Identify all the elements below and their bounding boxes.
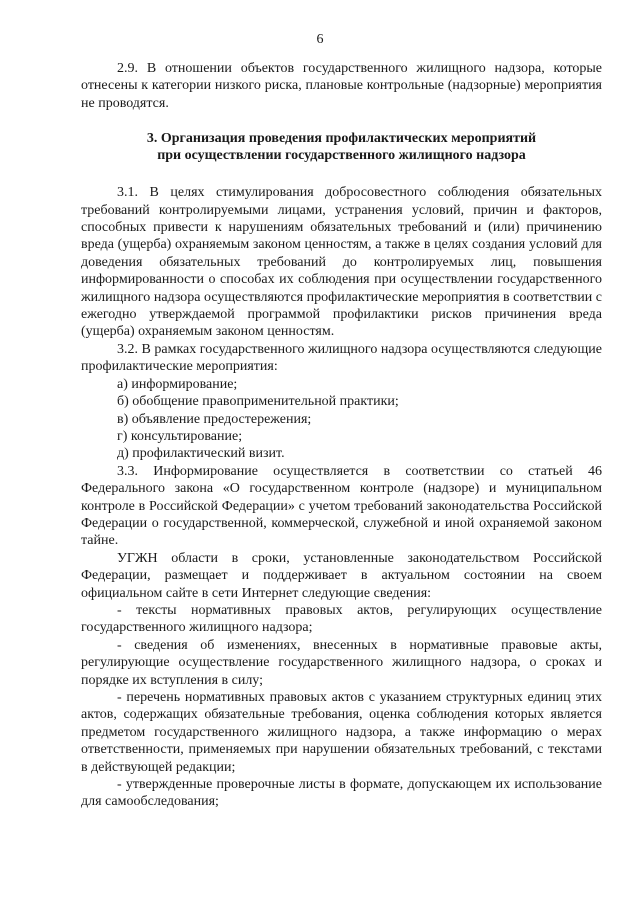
- page-number: 6: [316, 32, 324, 47]
- section-heading-line1: 3. Организация проведения профилактических мероприятий: [146, 131, 537, 147]
- paragraph-2-9: 2.9. В отношении объектов государственного жилищного надзора, которые отнесены к категории низкого риска, плановые контрольные (надзорные) мероприятия не проводятся.: [81, 61, 602, 111]
- document-body: [81, 60, 602, 811]
- dash-list-item: - сведения об изменениях, внесенных в нормативные правовые акты, регулирующие осуществление государственного жилищного надзора, о сроках и порядке их вступления в силу;: [81, 637, 602, 688]
- list-item: а) информирование;: [117, 376, 238, 392]
- dash-list-item: - перечень нормативных правовых актов с указанием структурных единиц этих актов, содержащих обязательные требования, оценка соблюдения которых является предметом государственного жилищного надзора, а также информацию о мерах ответственности, применяемых при нарушении обязательных требований, с текстами в действующей редакции;: [81, 690, 602, 775]
- paragraph-3-1: 3.1. В целях стимулирования добросовестного соблюдения обязательных требований контролируемыми лицами, устранения условий, причин и факторов, способных привести к нарушениям обязательных требований и (или) причинению вреда (ущерба) охраняемым законом ценностям, а также в целях создания условий для доведения обязательных требований до контролируемых лиц, повышения информированности о способах их соблюдения при осуществлении государственного жилищного надзора осуществляются профилактические мероприятия в соответствии с ежегодно утверждаемой программой профилактики рисков причинения вреда (ущерба) охраняемым законом ценностям.: [81, 185, 602, 340]
- list-item: в) объявление предостережения;: [117, 411, 312, 427]
- list-item: г) консультирование;: [117, 428, 243, 444]
- section-heading-line2: при осуществлении государственного жилищного надзора: [157, 148, 526, 164]
- paragraph-3-3: 3.3. Информирование осуществляется в соответствии со статьей 46 Федерального закона «О государственном контроле (надзоре) и муниципальном контроле в Российской Федерации» с учетом требований законодательства Российской Федерации о государственной, коммерческой, служебной и иной охраняемой законом тайне.: [81, 463, 602, 549]
- list-item: д) профилактический визит.: [117, 446, 285, 462]
- paragraph-3-2: 3.2. В рамках государственного жилищного надзора осуществляются следующие профилактические мероприятия:: [81, 341, 602, 375]
- dash-list-item: - утвержденные проверочные листы в формате, допускающем их использование для самообследования;: [81, 777, 602, 810]
- section-heading: [81, 130, 602, 164]
- list-item: б) обобщение правоприменительной практики;: [117, 394, 399, 410]
- paragraph-ugzhn: УГЖН области в сроки, установленные законодательством Российской Федерации, размещает и поддерживает в актуальном состоянии на своем официальном сайте в сети Интернет следующие сведения:: [81, 550, 602, 601]
- dash-list-item: - тексты нормативных правовых актов, регулирующих осуществление государственного жилищного надзора;: [81, 602, 602, 636]
